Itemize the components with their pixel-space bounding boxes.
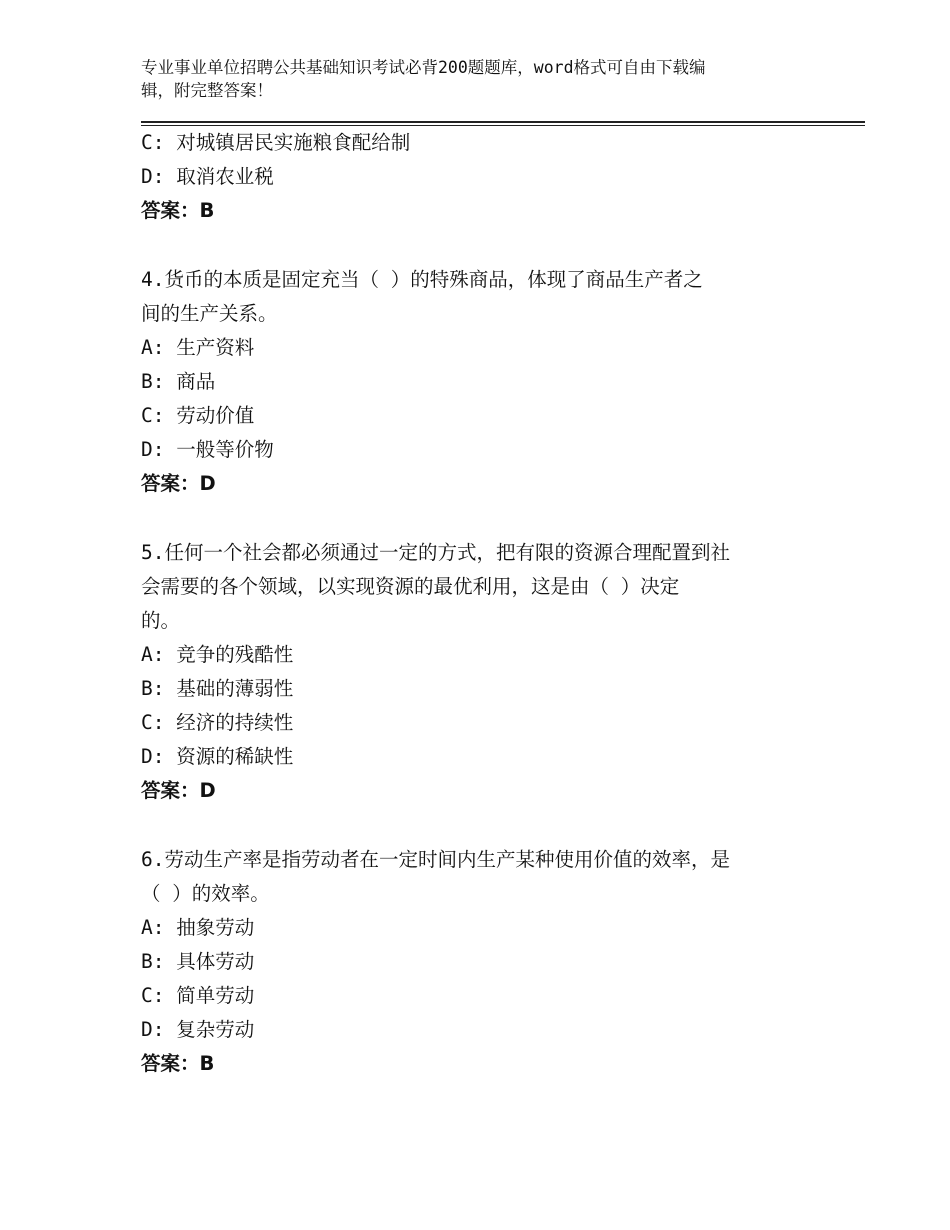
option-c: C: 对城镇居民实施粮食配给制	[141, 131, 411, 154]
question-5	[141, 536, 801, 808]
question-stem-line: 5.任何一个社会都必须通过一定的方式，把有限的资源合理配置到社	[141, 541, 730, 564]
option-b: B: 基础的薄弱性	[141, 677, 294, 700]
answer: 答案：D	[141, 779, 216, 802]
question-list	[141, 126, 801, 1081]
question-stem-line: 间的生产关系。	[141, 302, 278, 325]
option-d: D: 资源的稀缺性	[141, 745, 294, 768]
option-c: C: 简单劳动	[141, 984, 255, 1007]
answer: 答案：D	[141, 472, 216, 495]
option-b: B: 具体劳动	[141, 950, 255, 973]
option-a: A: 竞争的残酷性	[141, 643, 294, 666]
option-a: A: 抽象劳动	[141, 916, 255, 939]
option-d: D: 复杂劳动	[141, 1018, 255, 1041]
answer: 答案：B	[141, 1052, 215, 1075]
question-stem-line: 会需要的各个领域，以实现资源的最优利用，这是由（ ）决定	[141, 575, 680, 598]
question-stem-line: （ ）的效率。	[141, 882, 270, 905]
answer: 答案：B	[141, 199, 215, 222]
document-header	[141, 56, 801, 102]
header-line-2: 辑，附完整答案！	[141, 81, 273, 100]
option-d: D: 一般等价物	[141, 438, 274, 461]
option-b: B: 商品	[141, 370, 216, 393]
option-a: A: 生产资料	[141, 336, 255, 359]
question-stem-line: 4.货币的本质是固定充当（ ）的特殊商品，体现了商品生产者之	[141, 268, 703, 291]
option-d: D: 取消农业税	[141, 165, 274, 188]
question-stem-line: 的。	[141, 609, 181, 632]
option-c: C: 劳动价值	[141, 404, 255, 427]
question-3-tail	[141, 126, 801, 228]
option-c: C: 经济的持续性	[141, 711, 294, 734]
header-divider-thick	[141, 121, 865, 123]
question-6	[141, 843, 801, 1081]
question-stem-line: 6.劳动生产率是指劳动者在一定时间内生产某种使用价值的效率，是	[141, 848, 730, 871]
header-line-1: 专业事业单位招聘公共基础知识考试必背200题题库，word格式可自由下载编	[141, 58, 706, 77]
question-4	[141, 263, 801, 501]
